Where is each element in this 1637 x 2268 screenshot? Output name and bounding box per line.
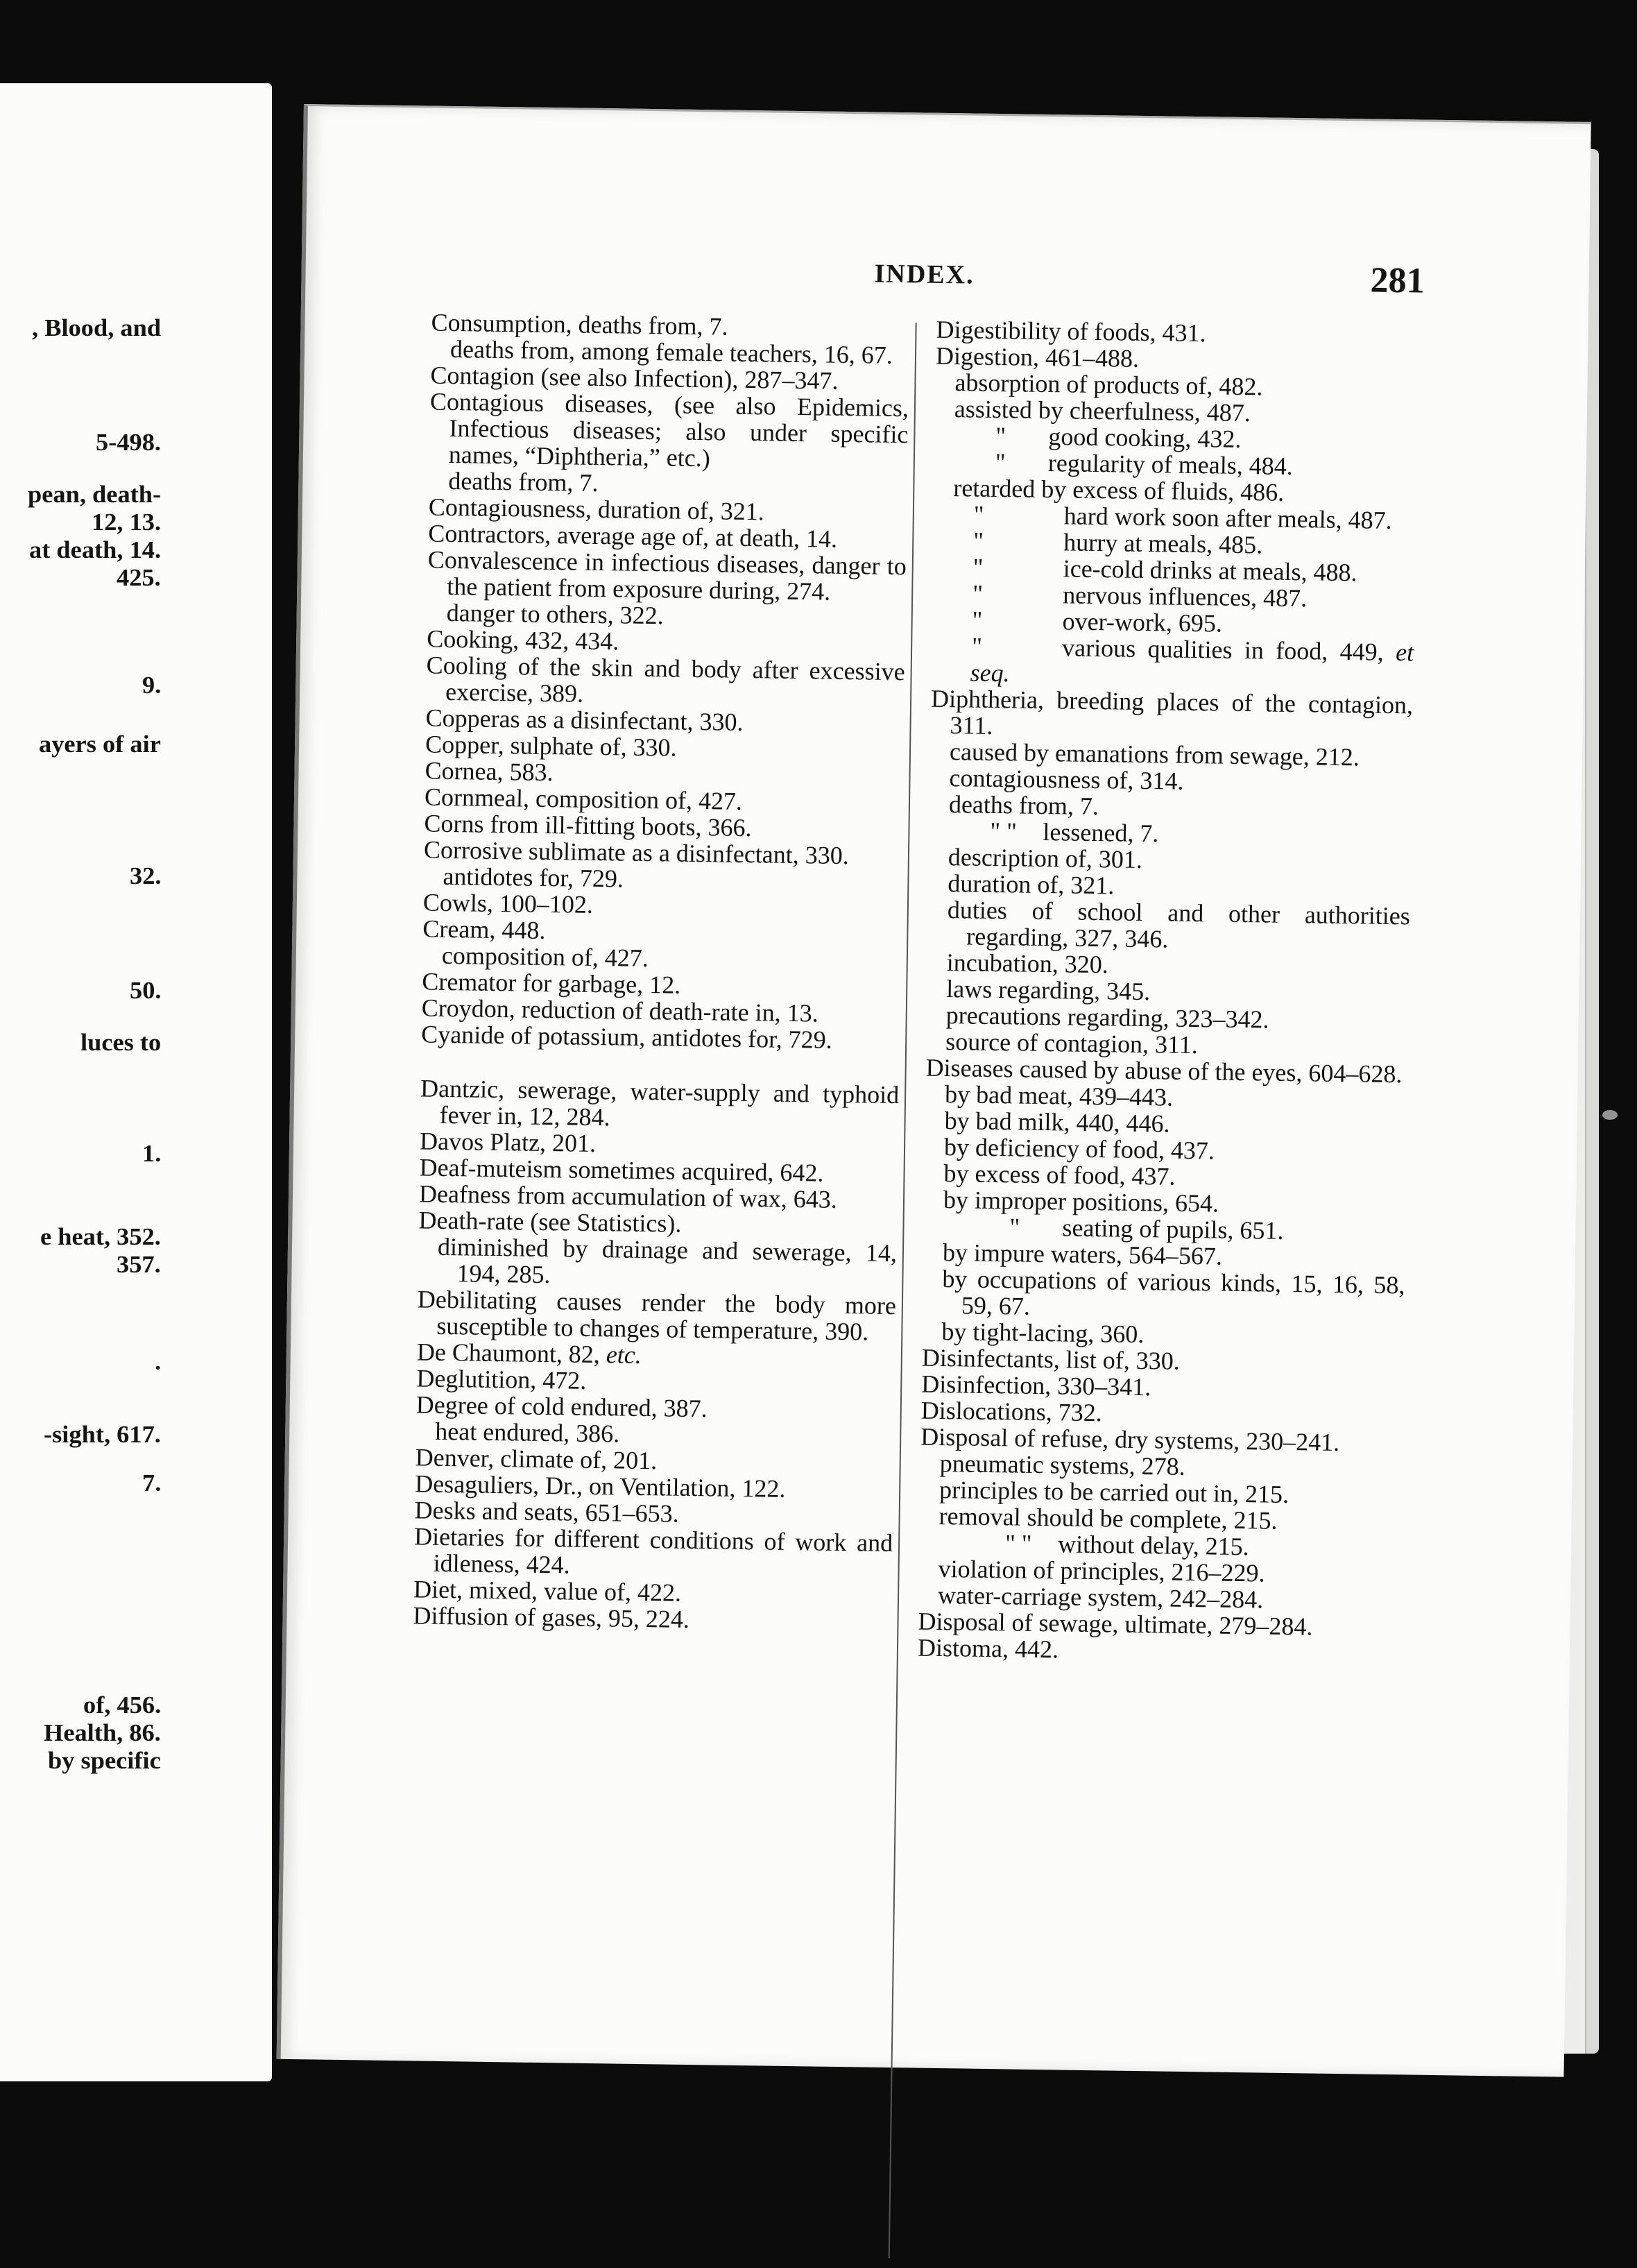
index-entry-text: Convalescence in infectious diseases, danger to the patient from exposure during, 274. (427, 545, 907, 606)
index-entry-text: good cooking, 432. (1048, 423, 1242, 453)
index-entry-text: Degree of cold endured, 387. (415, 1390, 708, 1423)
index-entry-text: by bad meat, 439–443. (944, 1080, 1174, 1111)
previous-page-text: , Blood, and (31, 314, 161, 341)
index-entry-text: Corrosive sublimate as a disinfectant, 330. (423, 835, 850, 870)
index-entry-text: Disposal of refuse, dry systems, 230–241. (920, 1422, 1340, 1457)
index-entry-text: Dantzic, sewerage, water-supply and typhoid fever in, 12, 284. (420, 1074, 900, 1132)
index-entry-text: caused by emanations from sewage, 212. (949, 737, 1360, 771)
previous-page-text: 357. (117, 1251, 161, 1278)
ditto-mark: " (972, 606, 983, 634)
ditto-mark: " (995, 447, 1006, 477)
index-entry-text: Deglutition, 472. (416, 1364, 587, 1395)
ditto-mark: " (971, 632, 983, 660)
index-entry-text: assisted by cheerfulness, 487. (954, 395, 1251, 427)
index-entry-text: Cornmeal, composition of, 427. (424, 783, 743, 815)
previous-page-text: of, 456. (83, 1691, 161, 1719)
index-entry-text: nervous influences, 487. (1062, 581, 1308, 613)
index-entry-text: retarded by excess of fluids, 486. (953, 474, 1285, 506)
index-entry-text: Digestibility of foods, 431. (936, 315, 1206, 348)
previous-page-text: -sight, 617. (44, 1421, 161, 1448)
index-entry (426, 652, 905, 712)
index-entry-text: source of contagion, 311. (945, 1028, 1199, 1059)
index-entry-text: over-work, 695. (1062, 607, 1223, 638)
index-entry-text: Croydon, reduction of death-rate in, 13. (421, 994, 818, 1028)
previous-page-text: pean, death- (27, 481, 161, 508)
index-entry-text: Debilitating causes render the body more susceptible to changes of temperature, 390. (417, 1285, 897, 1346)
index-entry (417, 1286, 896, 1345)
index-entry-text: composition of, 427. (441, 941, 649, 973)
index-entry (947, 896, 1410, 955)
index-entry-text: by improper positions, 654. (943, 1186, 1219, 1218)
index-entry-text: Dietaries for different conditions of work and idleness, 424. (413, 1522, 893, 1579)
index-entry-text: Cooling of the skin and body after excessive exercise, 389. (426, 651, 905, 708)
index-entry-text: Dislocations, 732. (920, 1396, 1103, 1427)
index-entry-text: Diphtheria, breeding places of the contagion, 311. (930, 684, 1414, 740)
index-entry-text: Copper, sulphate of, 330. (425, 730, 677, 762)
previous-page-text: ayers of air (39, 731, 161, 758)
index-entry-text: hurry at meals, 485. (1063, 528, 1263, 559)
index-entry-text: precautions regarding, 323–342. (945, 1001, 1269, 1034)
index-entry-text: absorption of products of, 482. (954, 368, 1263, 401)
previous-page-text: . (154, 1348, 161, 1375)
index-entry-text: Digestion, 461–488. (935, 341, 1140, 373)
index-entry-text: ice-cold drinks at meals, 488. (1063, 554, 1357, 587)
index-entry-text: by impure waters, 564–567. (942, 1238, 1223, 1270)
index-entry-text: various qualities in food, 449, (1061, 633, 1396, 667)
index-entry-text: heat endured, 386. (435, 1417, 620, 1448)
index-entry (427, 547, 907, 606)
index-entry-text: deaths from, among female teachers, 16, 67. (449, 334, 893, 369)
index-page (277, 104, 1591, 2077)
ditto-mark: " (973, 527, 984, 555)
index-entry-text: pneumatic systems, 278. (939, 1449, 1185, 1481)
index-entry-text: by bad milk, 440, 446. (944, 1107, 1170, 1138)
index-entry-text: diminished by drainage and sewerage, 14, 194, 285. (437, 1232, 898, 1289)
index-entry-text: Contractors, average age of, at death, 14. (428, 519, 838, 553)
index-entry-italic: etc. (606, 1340, 642, 1369)
ditto-mark: " " (990, 817, 1018, 846)
previous-page-text: luces to (80, 1029, 161, 1056)
ditto-mark: " (973, 500, 984, 529)
index-entry-text: Consumption, deaths from, 7. (431, 308, 728, 341)
index-entry (437, 1234, 897, 1293)
index-entry (420, 1075, 899, 1134)
index-entry (930, 685, 1413, 745)
index-entry-text: Disposal of sewage, ultimate, 279–284. (918, 1607, 1313, 1641)
previous-page-fragment (0, 83, 272, 2081)
index-column-right (918, 316, 1419, 1668)
index-entry-text: Diffusion of gases, 95, 224. (413, 1601, 690, 1633)
index-entry-text: duties of school and other authorities regarding, 327, 346. (947, 896, 1411, 953)
index-entry-text: Cyanide of potassium, antidotes for, 729. (421, 1020, 833, 1054)
index-entry-text: Deaf-muteism sometimes acquired, 642. (419, 1153, 824, 1187)
index-entry-text: lessened, 7. (1043, 817, 1159, 848)
index-entry-text: water-carriage system, 242–284. (937, 1580, 1264, 1614)
index-entry-text: Deafness from accumulation of wax, 643. (418, 1179, 838, 1213)
previous-page-text: 12, 13. (91, 509, 161, 536)
ditto-mark: " (972, 553, 984, 581)
index-entry-text: duration of, 321. (948, 869, 1115, 900)
index-entry-text: by occupations of various kinds, 15, 16, 58, 59, 67. (942, 1265, 1405, 1320)
index-entry-text: Cream, 448. (422, 914, 546, 944)
index-entry-text: antidotes for, 729. (443, 862, 624, 893)
index-entry-text: violation of principles, 216–229. (938, 1554, 1265, 1587)
index-entry-text: hard work soon after meals, 487. (1063, 502, 1392, 534)
ditto-mark: " " (1004, 1529, 1032, 1558)
index-entry-text: Disinfectants, list of, 330. (921, 1343, 1181, 1375)
index-entry-text: description of, 301. (948, 843, 1143, 873)
index-entry-text: seating of pupils, 651. (1062, 1213, 1284, 1245)
index-entry-text: Desaguliers, Dr., on Ventilation, 122. (414, 1469, 786, 1503)
index-entry-text: Corns from ill-fitting boots, 366. (424, 809, 752, 842)
index-entry-text: Disinfection, 330–341. (921, 1370, 1151, 1401)
index-entry-text: regularity of meals, 484. (1047, 449, 1294, 480)
index-entry-text: Cremator for garbage, 12. (422, 967, 681, 999)
index-entry-text: Cowls, 100–102. (422, 888, 594, 919)
index-entry (942, 1265, 1405, 1324)
page-number: 281 (1370, 260, 1425, 301)
previous-page-text: e heat, 352. (40, 1223, 161, 1250)
index-entry (950, 633, 1414, 692)
index-entry-text: without delay, 215. (1057, 1530, 1250, 1561)
index-entry-text: danger to others, 322. (446, 598, 664, 630)
index-entry-text: Distoma, 442. (917, 1633, 1059, 1664)
index-entry-text: by deficiency of food, 437. (943, 1133, 1215, 1165)
index-entry-text: incubation, 320. (946, 948, 1109, 979)
previous-page-text: at death, 14. (28, 536, 161, 563)
index-entry-text: principles to be carried out in, 215. (939, 1475, 1289, 1509)
index-entry-text: Death-rate (see Statistics). (418, 1206, 682, 1238)
previous-page-text: 1. (142, 1140, 161, 1167)
index-entry-text: Davos Platz, 201. (419, 1127, 597, 1158)
index-entry-text: deaths from, 7. (448, 466, 599, 497)
index-entry-text: Cornea, 583. (425, 756, 554, 787)
index-entry-text: Copperas as a disinfectant, 330. (425, 704, 744, 736)
index-entry-text: Contagious diseases, (see also Epidemics, Infectious diseases; also under specific names, “Diphtheria,” etc.) (429, 387, 909, 472)
previous-page-text: 32. (129, 862, 161, 889)
previous-page-text: by specific (48, 1747, 161, 1774)
previous-page-text: Health, 86. (44, 1719, 161, 1746)
index-entry-text: removal should be complete, 215. (939, 1501, 1278, 1535)
page-header-title: INDEX. (874, 259, 975, 290)
index-entry-text: by tight-lacing, 360. (941, 1318, 1145, 1349)
previous-page-text: 5-498. (95, 429, 161, 456)
index-entry-text: De Chaumont, 82, (416, 1338, 607, 1369)
index-entry-text: deaths from, 7. (948, 790, 1099, 821)
index-entry (429, 389, 909, 475)
index-entry-text: Contagion (see also Infection), 287–347. (430, 361, 839, 395)
scan-speck (1602, 1110, 1618, 1120)
index-entry (413, 1523, 893, 1583)
index-entry-text: Desks and seats, 651–653. (414, 1496, 679, 1528)
index-entry-text: laws regarding, 345. (946, 975, 1151, 1006)
index-entry-text: Diet, mixed, value of, 422. (413, 1575, 682, 1607)
ditto-mark: " (972, 579, 984, 608)
index-entry-italic: et seq. (970, 638, 1414, 688)
previous-page-text: 50. (129, 977, 161, 1004)
ditto-mark: " (1009, 1213, 1020, 1241)
previous-page-text: 9. (142, 672, 161, 699)
index-entry-text: Contagiousness, duration of, 321. (428, 493, 765, 526)
index-entry-text: Denver, climate of, 201. (415, 1443, 658, 1475)
index-column-left (413, 309, 909, 1635)
index-entry-text: Cooking, 432, 434. (426, 624, 619, 656)
previous-page-text: 7. (142, 1469, 161, 1497)
index-entry-text: Diseases caused by abuse of the eyes, 604–628. (925, 1053, 1403, 1089)
ditto-mark: " (995, 421, 1006, 450)
index-entry-text: contagiousness of, 314. (949, 764, 1184, 795)
index-entry-text: by excess of food, 437. (943, 1159, 1176, 1191)
previous-page-text: 425. (117, 564, 161, 591)
